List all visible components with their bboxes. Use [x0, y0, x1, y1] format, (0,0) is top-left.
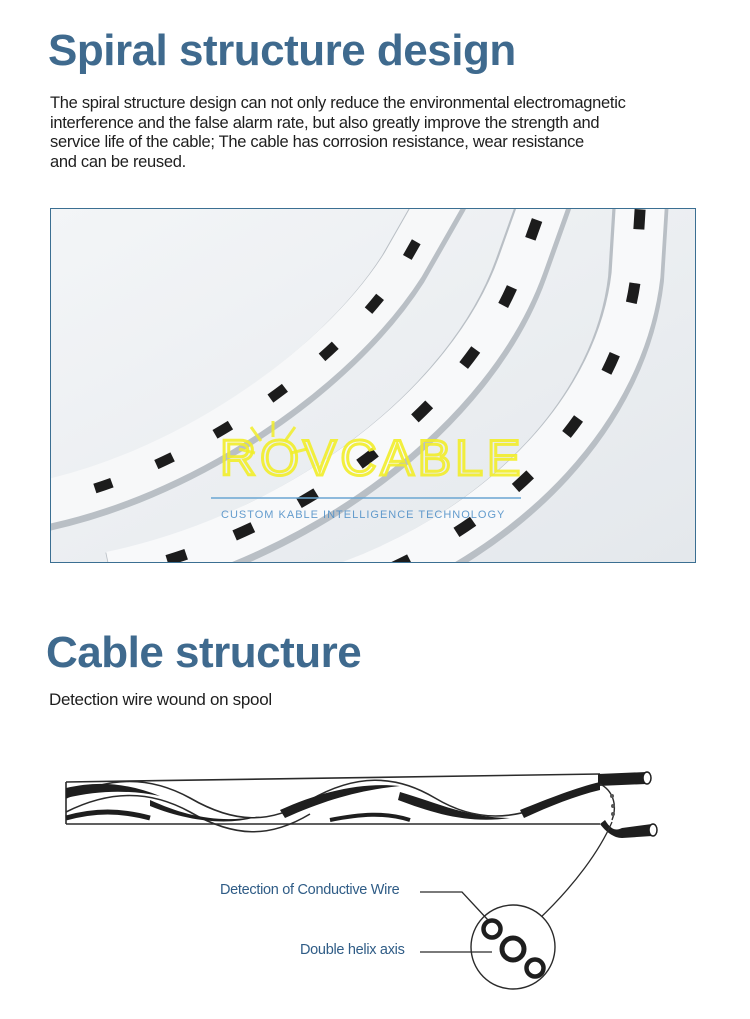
cross-section [471, 905, 555, 989]
twisted-cable-drawing [0, 740, 750, 1014]
description-line: interference and the false alarm rate, but also greatly improve the strength and [50, 113, 600, 132]
label-double-helix-axis: Double helix axis [300, 942, 405, 958]
leader-line-conductive [420, 892, 488, 920]
spiral-description [50, 94, 700, 172]
section-title-spiral: Spiral structure design [48, 26, 516, 75]
upper-wire-end [598, 772, 651, 786]
description-line: The spiral structure design can not only reduce the environmental electromagnetic [50, 94, 626, 112]
leader-line-section [538, 822, 612, 920]
cable-photo [50, 208, 696, 563]
section-title-cable-structure: Cable structure [46, 628, 362, 677]
label-conductive-wire: Detection of Conductive Wire [220, 882, 400, 898]
cable-structure-diagram [0, 740, 750, 1014]
description-line: service life of the cable; The cable has corrosion resistance, wear resistance [50, 133, 584, 151]
twist-stripes [66, 782, 600, 821]
cut-face [600, 784, 615, 820]
watermark-tagline: CUSTOM KABLE INTELLIGENCE TECHNOLOGY [221, 509, 506, 521]
description-line: and can be reused. [50, 152, 186, 171]
cable-structure-subtitle: Detection wire wound on spool [49, 690, 272, 709]
cable-outline [66, 774, 600, 832]
cable-photo-drawing [51, 209, 696, 563]
watermark-brand: ROVCABLE [220, 430, 525, 486]
